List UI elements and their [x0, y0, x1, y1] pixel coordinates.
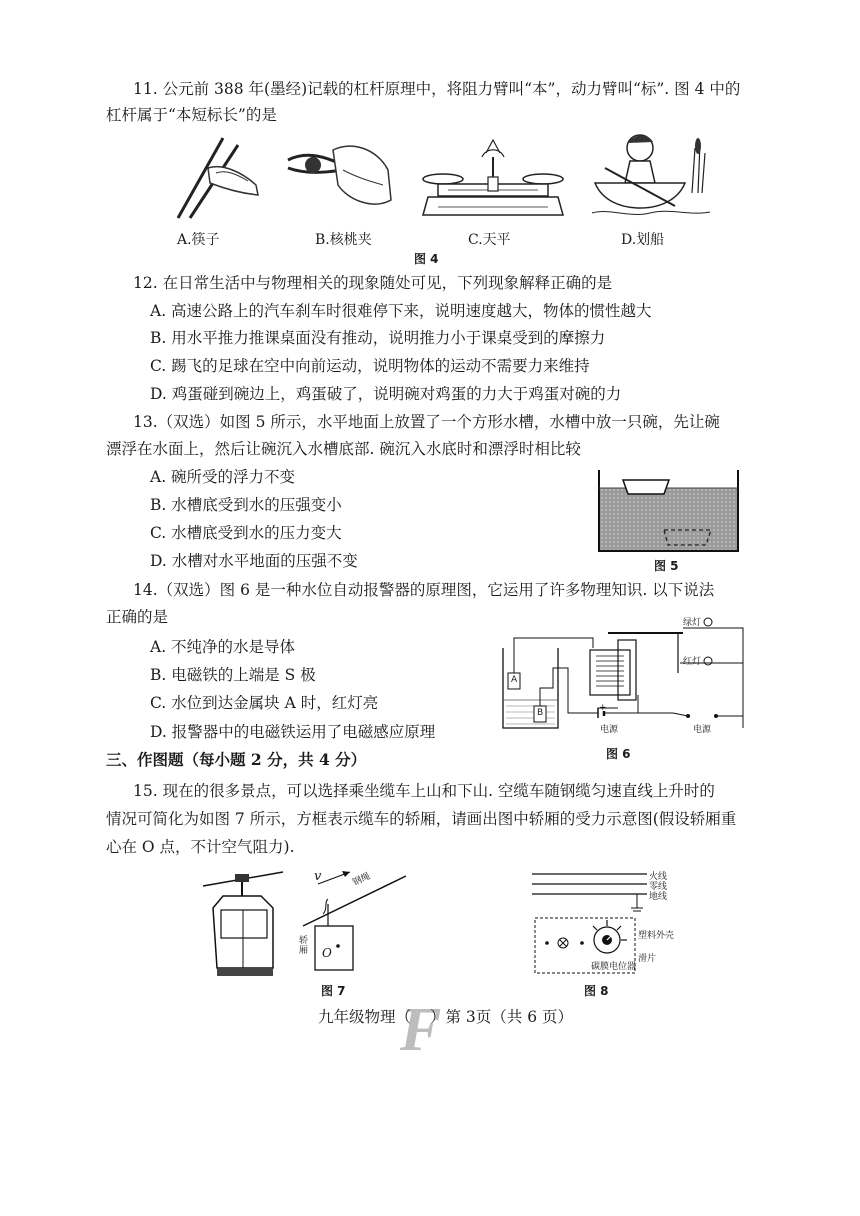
q13-option-d: D. 水槽对水平地面的压强不变 — [150, 552, 358, 570]
plus-label: + — [599, 703, 607, 713]
figure5-caption: 图 5 — [654, 559, 679, 573]
minus-label: - — [613, 703, 617, 713]
neutral-wire-label: 零线 — [649, 882, 668, 892]
q14-option-a: A. 不纯净的水是导体 — [150, 638, 296, 656]
q13-option-b: B. 水槽底受到水的压强变小 — [150, 496, 342, 514]
q13-line2: 漂浮在水面上，然后让碗沉入水槽底部. 碗沉入水底时和漂浮时相比较 — [106, 440, 581, 458]
q11-line1: 11. 公元前 388 年(墨经)记载的杠杆原理中，将阻力臂叫“本”，动力臂叫“标”. 图 4 中的 — [133, 80, 741, 98]
q14-option-b: B. 电磁铁的上端是 S 极 — [150, 666, 316, 684]
plastic-shell-label: 塑料外壳 — [638, 931, 675, 941]
q11-option-c: C.天平 — [468, 232, 511, 248]
power-source-2-label: 电源 — [693, 725, 712, 735]
rowing-boat-image — [590, 128, 715, 223]
q11-option-b: B.核桃夹 — [315, 232, 372, 248]
center-of-gravity-label: O — [322, 946, 332, 960]
live-wire-label: 火线 — [649, 872, 668, 882]
q15-line1: 15. 现在的很多景点，可以选择乘坐缆车上山和下山. 空缆车随钢缆匀速直线上升时的 — [133, 782, 715, 800]
red-lamp-label: 红灯 — [683, 657, 702, 667]
q12-option-c: C. 踢飞的足球在空中向前运动，说明物体的运动不需要力来维持 — [150, 357, 590, 375]
block-a-label: A — [511, 675, 518, 685]
q13-option-c: C. 水槽底受到水的压力变大 — [150, 524, 342, 542]
q12-stem: 12. 在日常生活中与物理相关的现象随处可见，下列现象解释正确的是 — [133, 274, 613, 292]
power-source-1-label: 电源 — [600, 725, 619, 735]
slider-label: 滑片 — [638, 954, 657, 964]
q15-line2: 情况可简化为如图 7 所示，方框表示缆车的轿厢，请画出图中轿厢的受力示意图(假设轿厢重 — [106, 810, 737, 828]
cabin-label: 轿厢 — [299, 936, 309, 956]
q14-option-c: C. 水位到达金属块 A 时，红灯亮 — [150, 694, 379, 712]
figure8-caption: 图 8 — [584, 984, 609, 998]
figure7-caption: 图 7 — [321, 984, 346, 998]
chopsticks-image — [168, 133, 263, 223]
footer-text-right: ）第 3页（共 6 页） — [430, 1008, 574, 1026]
nutcracker-image — [283, 140, 393, 220]
cable-car-photo — [203, 868, 283, 980]
figure6-caption: 图 6 — [606, 747, 631, 761]
footer-text-left: 九年级物理（ — [318, 1008, 412, 1026]
water-tank-figure — [596, 468, 741, 553]
balance-scale-image — [418, 135, 568, 223]
q11-option-d: D.划船 — [621, 232, 665, 248]
q11-line2: 杠杆属于“本短标长”的是 — [106, 106, 277, 124]
q14-line1: 14.（双选）图 6 是一种水位自动报警器的原理图，它运用了许多物理知识. 以下说法 — [133, 581, 715, 599]
potentiometer-label: 碳膜电位器 — [591, 962, 637, 972]
alarm-circuit-figure — [498, 628, 750, 738]
block-b-label: B — [537, 708, 544, 718]
section3-title: 三、作图题（每小题 2 分，共 4 分） — [106, 750, 367, 769]
q12-option-a: A. 高速公路上的汽车刹车时很难停下来，说明速度越大，物体的惯性越大 — [150, 302, 652, 320]
q13-option-a: A. 碗所受的浮力不变 — [150, 468, 296, 486]
q14-line2: 正确的是 — [106, 608, 169, 626]
q11-option-a: A.筷子 — [177, 232, 220, 248]
q12-option-b: B. 用水平推力推课桌面没有推动，说明推力小于课桌受到的摩擦力 — [150, 329, 606, 347]
watermark-letter: F — [400, 996, 442, 1064]
velocity-label: v — [314, 869, 322, 884]
q14-option-d: D. 报警器中的电磁铁运用了电磁感应原理 — [150, 723, 436, 741]
green-lamp-label: 绿灯 — [683, 618, 702, 628]
q15-line3: 心在 O 点，不计空气阻力). — [106, 838, 295, 856]
q13-line1: 13.（双选）如图 5 所示，水平地面上放置了一个方形水槽，水槽中放一只碗，先让碗 — [133, 413, 720, 431]
cable-label: 钢绳 — [351, 871, 372, 889]
figure4-caption: 图 4 — [414, 252, 439, 266]
q12-option-d: D. 鸡蛋碰到碗边上，鸡蛋破了，说明碗对鸡蛋的力大于鸡蛋对碗的力 — [150, 385, 622, 403]
ground-wire-label: 地线 — [649, 892, 668, 902]
